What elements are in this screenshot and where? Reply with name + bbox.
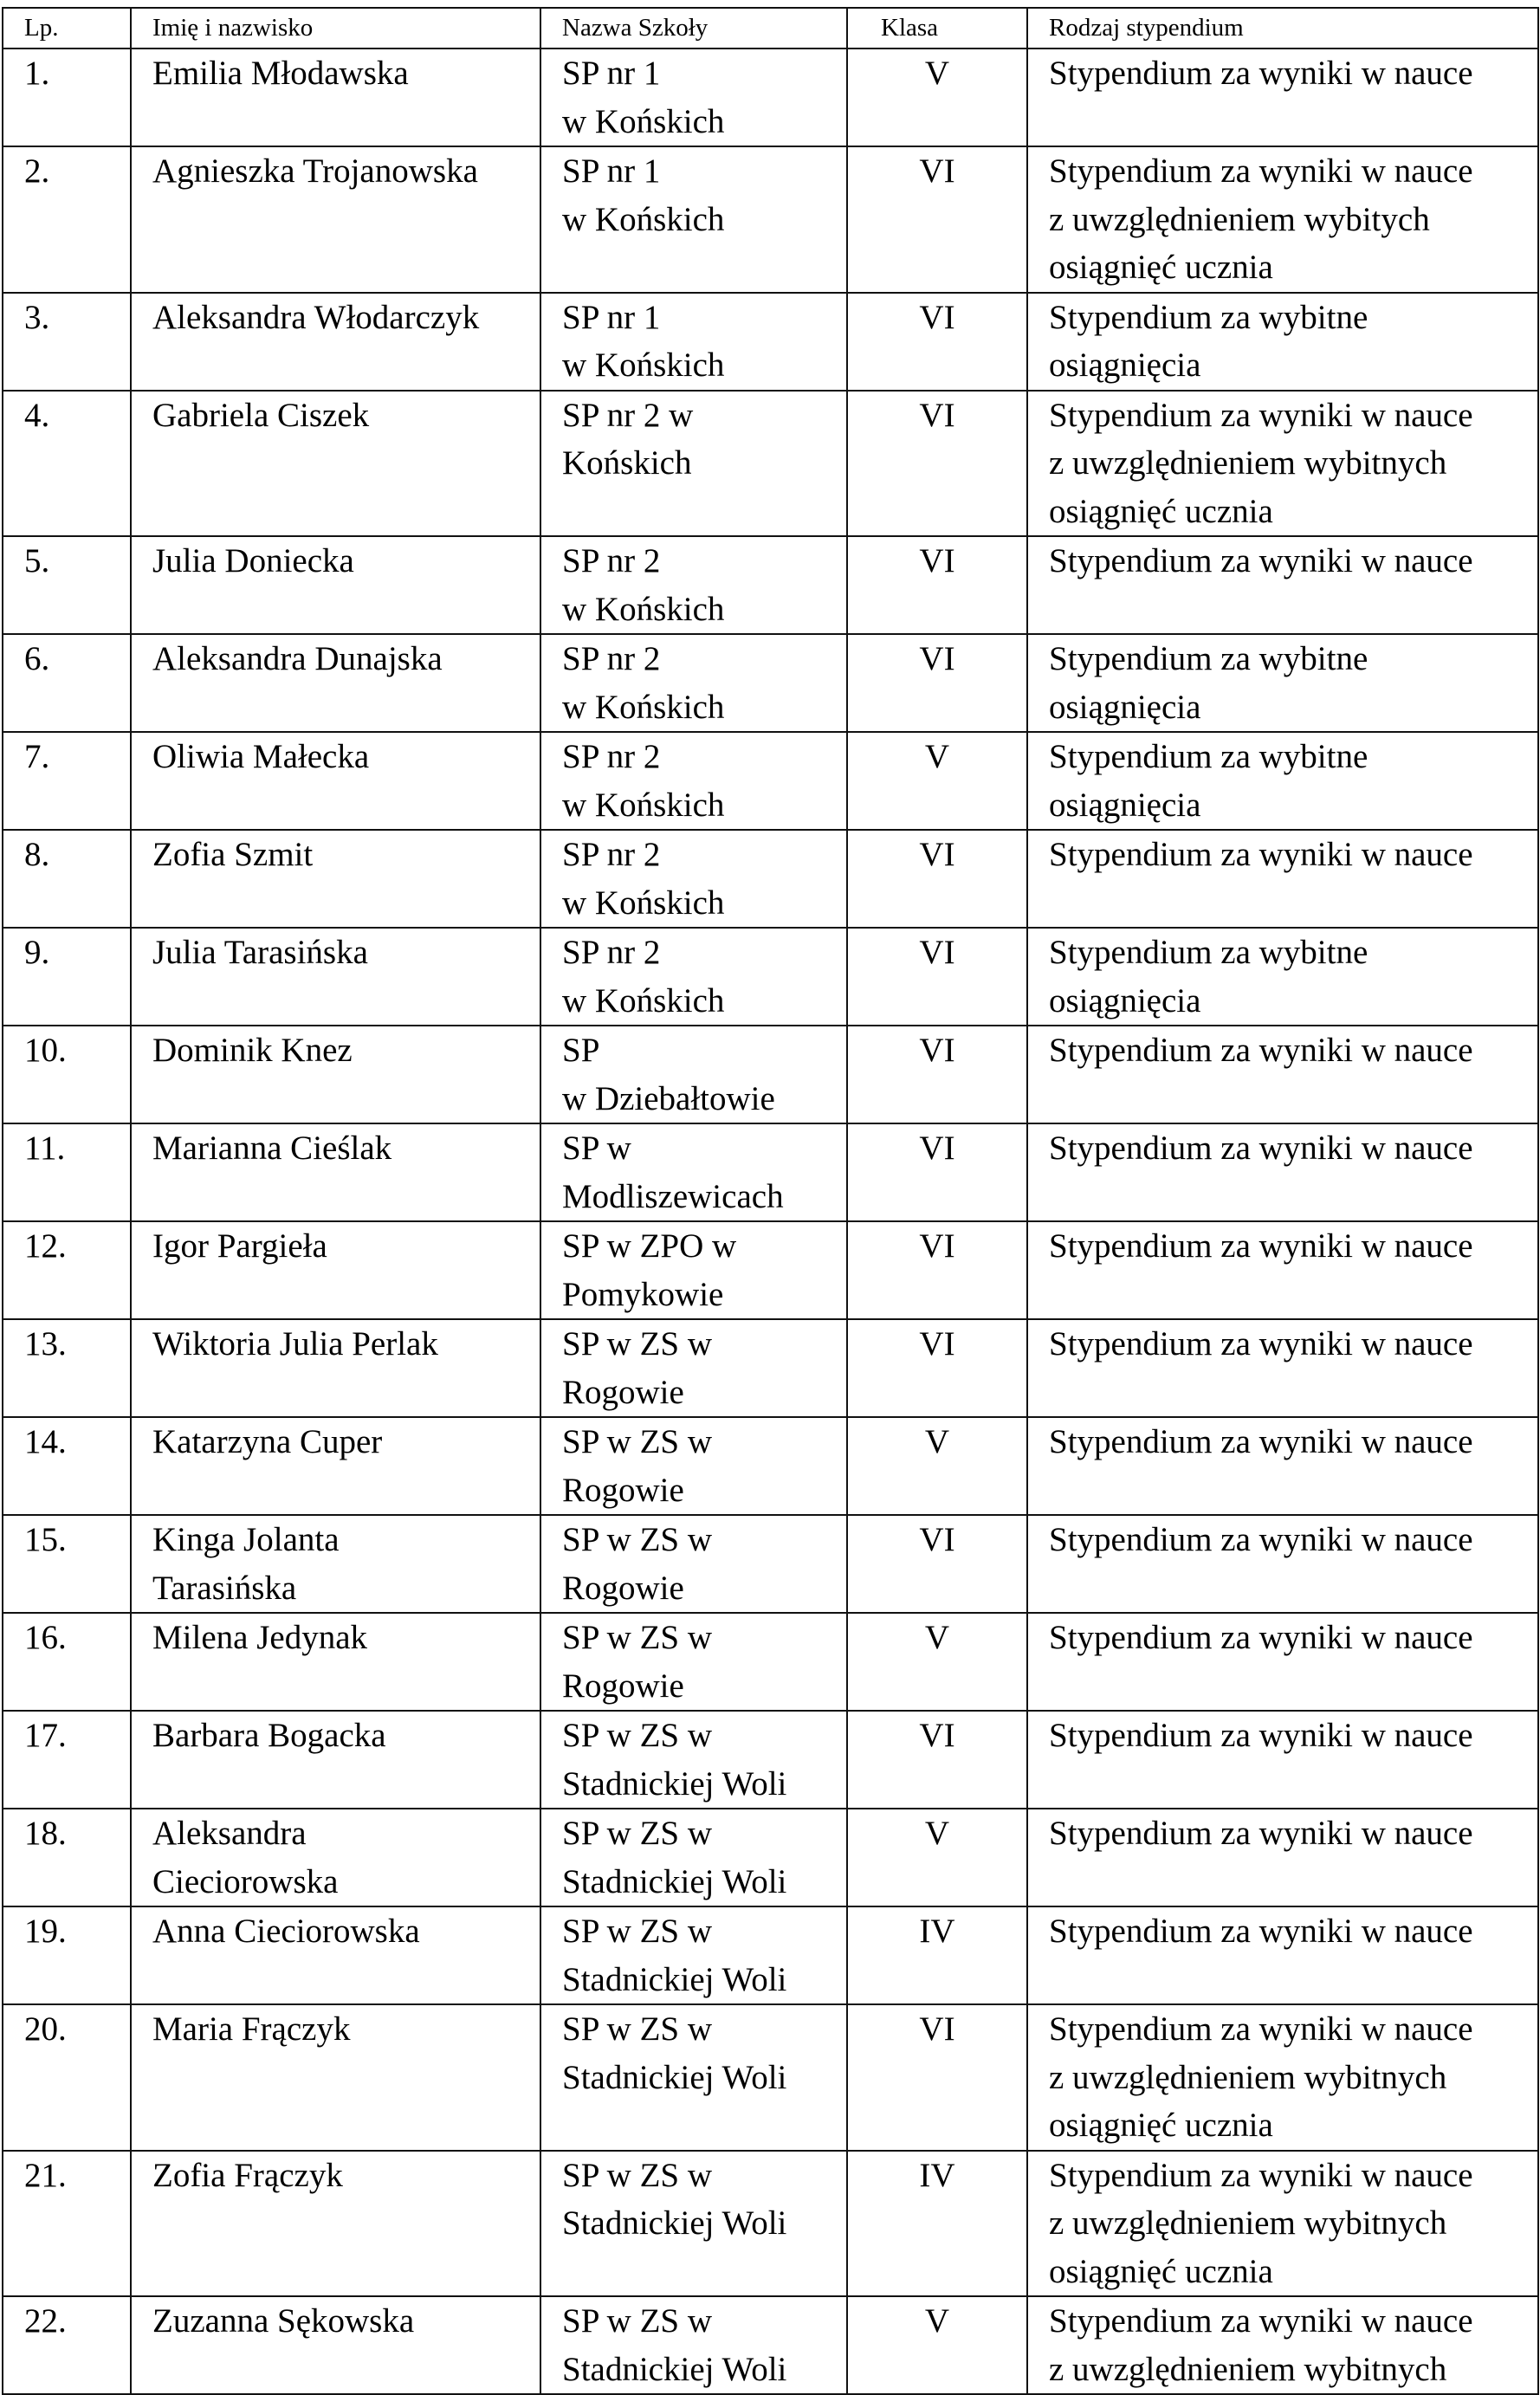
student-name-line: Gabriela Ciszek (152, 396, 370, 434)
scholarship-type-line: Stypendium za wyniki w nauce (1049, 1521, 1473, 1558)
cell-klasa: V (847, 1613, 1027, 1711)
cell-scholarship-type (1027, 1319, 1538, 1417)
cell-klasa: VI (847, 1711, 1027, 1809)
scholarship-type-line: Stypendium za wyniki w nauce (1049, 1325, 1473, 1363)
school-name-line: SP nr 2 (562, 836, 661, 873)
school-name-line: SP w ZS w (562, 2156, 713, 2194)
scholarship-type-line: Stypendium za wyniki w nauce (1049, 1619, 1473, 1656)
student-name-line: Kinga Jolanta (152, 1521, 340, 1558)
student-name-line: Aleksandra Włodarczyk (152, 298, 480, 336)
cell-lp: 4. (3, 391, 131, 537)
student-name-line: Milena Jedynak (152, 1619, 368, 1656)
school-name-line: w Dziebałtowie (562, 1079, 775, 1117)
scholarship-type-line: osiągnięć ucznia (1049, 2252, 1273, 2290)
cell-klasa: VI (847, 634, 1027, 732)
table-header-row (3, 8, 1538, 49)
table-row (3, 634, 1538, 732)
school-name-line: SP w ZS w (562, 1913, 713, 1950)
school-name-line: Stadnickiej Woli (562, 1764, 787, 1803)
cell-name (131, 1123, 540, 1221)
cell-klasa: VI (847, 1026, 1027, 1123)
cell-scholarship-type (1027, 634, 1538, 732)
cell-school (540, 146, 847, 293)
scholarship-type-line: Stypendium za wyniki w nauce (1049, 1130, 1473, 1167)
table-row (3, 1515, 1538, 1613)
cell-lp: 1. (3, 49, 131, 146)
school-name-line: w Końskich (562, 981, 725, 1019)
cell-klasa: VI (847, 1319, 1027, 1417)
cell-lp: 19. (3, 1906, 131, 2004)
school-name-line: Pomykowie (562, 1275, 724, 1313)
cell-klasa: VI (847, 1515, 1027, 1613)
scholarship-type-line: Stypendium za wyniki w nauce (1049, 1032, 1473, 1069)
school-name-line: SP nr 2 w (562, 396, 694, 434)
cell-lp: 13. (3, 1319, 131, 1417)
cell-school (540, 928, 847, 1026)
cell-name (131, 634, 540, 732)
scholarship-type-line: osiągnięć ucznia (1049, 2107, 1273, 2144)
cell-lp: 17. (3, 1711, 131, 1809)
student-name-line: Marianna Cieślak (152, 1130, 392, 1167)
header-school: Nazwa Szkoły (540, 8, 847, 49)
school-name-line: SP w (562, 1130, 631, 1167)
cell-school (540, 732, 847, 830)
cell-name (131, 1613, 540, 1711)
cell-name (131, 2151, 540, 2297)
cell-klasa: IV (847, 1906, 1027, 2004)
table-row (3, 146, 1538, 293)
scholarship-type-line: osiągnięcia (1049, 786, 1201, 824)
school-name-line: w Końskich (562, 786, 725, 824)
header-klasa: Klasa (847, 8, 1027, 49)
cell-name (131, 1711, 540, 1809)
student-name-line: Wiktoria Julia Perlak (152, 1325, 438, 1363)
cell-scholarship-type (1027, 1906, 1538, 2004)
cell-scholarship-type (1027, 146, 1538, 293)
scholarship-type-line: Stypendium za wyniki w nauce (1049, 542, 1473, 579)
school-name-line: SP w ZS w (562, 1423, 713, 1460)
school-name-line: SP w ZS w (562, 2302, 713, 2340)
cell-name (131, 293, 540, 391)
table-body (3, 49, 1538, 2394)
student-name-line: Zofia Szmit (152, 836, 314, 873)
table-row (3, 1026, 1538, 1123)
school-name-line: Rogowie (562, 1569, 684, 1607)
cell-scholarship-type (1027, 49, 1538, 146)
cell-klasa: IV (847, 2151, 1027, 2297)
scholarship-type-line: z uwzględnieniem wybitych (1049, 200, 1430, 238)
cell-lp: 6. (3, 634, 131, 732)
student-name-line: Aleksandra (152, 1815, 307, 1852)
cell-klasa: VI (847, 830, 1027, 928)
school-name-line: SP w ZS w (562, 1521, 713, 1558)
school-name-line: SP (562, 1032, 600, 1069)
cell-klasa: VI (847, 928, 1027, 1026)
cell-klasa: VI (847, 1123, 1027, 1221)
scholarship-type-line: Stypendium za wyniki w nauce (1049, 55, 1473, 92)
school-name-line: w Końskich (562, 200, 725, 238)
cell-school (540, 293, 847, 391)
cell-school (540, 634, 847, 732)
scholarship-type-line: Stypendium za wyniki w nauce (1049, 1423, 1473, 1460)
school-name-line: w Końskich (562, 884, 725, 922)
cell-name (131, 928, 540, 1026)
school-name-line: SP nr 2 (562, 640, 661, 677)
header-lp: Lp. (3, 8, 131, 49)
table-row (3, 928, 1538, 1026)
cell-name (131, 49, 540, 146)
cell-name (131, 1221, 540, 1319)
school-name-line: Końskich (562, 444, 692, 482)
scholarship-type-line: osiągnięć ucznia (1049, 249, 1273, 286)
school-name-line: SP w ZS w (562, 1815, 713, 1852)
cell-scholarship-type (1027, 928, 1538, 1026)
scholarship-type-line: Stypendium za wyniki w nauce (1049, 396, 1473, 434)
cell-school (540, 1123, 847, 1221)
cell-school (540, 1906, 847, 2004)
school-name-line: Stadnickiej Woli (562, 2350, 787, 2388)
student-name-line: Katarzyna Cuper (152, 1423, 383, 1460)
cell-name (131, 536, 540, 634)
school-name-line: w Końskich (562, 102, 725, 140)
cell-school (540, 1515, 847, 1613)
cell-klasa: V (847, 1417, 1027, 1515)
scholarship-type-line: osiągnięcia (1049, 346, 1201, 384)
table-row (3, 1711, 1538, 1809)
cell-school (540, 2151, 847, 2297)
cell-scholarship-type (1027, 732, 1538, 830)
cell-scholarship-type (1027, 1809, 1538, 1906)
cell-klasa: VI (847, 146, 1027, 293)
cell-name (131, 146, 540, 293)
cell-klasa: V (847, 2296, 1027, 2394)
student-name-line: Anna Cieciorowska (152, 1913, 420, 1950)
school-name-line: Stadnickiej Woli (562, 2204, 787, 2242)
school-name-line: Stadnickiej Woli (562, 1960, 787, 1998)
table-row (3, 49, 1538, 146)
cell-scholarship-type (1027, 1417, 1538, 1515)
school-name-line: Rogowie (562, 1471, 684, 1509)
cell-school (540, 830, 847, 928)
cell-scholarship-type (1027, 1711, 1538, 1809)
cell-scholarship-type (1027, 1613, 1538, 1711)
student-name-line: Dominik Knez (152, 1032, 353, 1069)
cell-lp: 2. (3, 146, 131, 293)
table-row (3, 391, 1538, 537)
cell-name (131, 830, 540, 928)
cell-school (540, 1809, 847, 1906)
cell-name (131, 1026, 540, 1123)
student-name-line: Julia Tarasińska (152, 934, 368, 971)
school-name-line: w Końskich (562, 688, 725, 726)
scholarship-type-line: z uwzględnieniem wybitnych (1049, 2350, 1447, 2388)
cell-name (131, 1319, 540, 1417)
cell-klasa: V (847, 732, 1027, 830)
table-row (3, 1906, 1538, 2004)
cell-school (540, 391, 847, 537)
school-name-line: SP w ZS w (562, 1619, 713, 1656)
student-name-line: Julia Doniecka (152, 542, 354, 579)
school-name-line: SP nr 2 (562, 934, 661, 971)
cell-name (131, 1417, 540, 1515)
table-row (3, 2004, 1538, 2151)
cell-school (540, 1711, 847, 1809)
scholarship-type-line: Stypendium za wyniki w nauce (1049, 836, 1473, 873)
cell-klasa: VI (847, 1221, 1027, 1319)
cell-scholarship-type (1027, 1026, 1538, 1123)
cell-scholarship-type (1027, 293, 1538, 391)
school-name-line: SP w ZS w (562, 2010, 713, 2048)
cell-scholarship-type (1027, 1123, 1538, 1221)
school-name-line: SP nr 1 (562, 55, 661, 92)
cell-lp: 14. (3, 1417, 131, 1515)
cell-klasa: VI (847, 2004, 1027, 2151)
cell-scholarship-type (1027, 1515, 1538, 1613)
cell-school (540, 1221, 847, 1319)
student-name-line: Barbara Bogacka (152, 1717, 386, 1754)
school-name-line: SP nr 2 (562, 542, 661, 579)
cell-lp: 21. (3, 2151, 131, 2297)
cell-scholarship-type (1027, 830, 1538, 928)
cell-lp: 15. (3, 1515, 131, 1613)
cell-lp: 16. (3, 1613, 131, 1711)
table-row (3, 1319, 1538, 1417)
school-name-line: SP nr 1 (562, 298, 661, 336)
school-name-line: SP nr 2 (562, 738, 661, 775)
student-name-line: Aleksandra Dunajska (152, 640, 443, 677)
cell-klasa: VI (847, 391, 1027, 537)
cell-name (131, 1906, 540, 2004)
cell-school (540, 2296, 847, 2394)
table-row (3, 830, 1538, 928)
scholarship-type-line: Stypendium za wyniki w nauce (1049, 1815, 1473, 1852)
cell-klasa: VI (847, 293, 1027, 391)
school-name-line: Modliszewicach (562, 1177, 784, 1215)
scholarship-type-line: Stypendium za wyniki w nauce (1049, 1717, 1473, 1754)
cell-scholarship-type (1027, 2004, 1538, 2151)
cell-scholarship-type (1027, 536, 1538, 634)
cell-lp: 5. (3, 536, 131, 634)
cell-school (540, 1026, 847, 1123)
cell-school (540, 2004, 847, 2151)
cell-lp: 3. (3, 293, 131, 391)
scholarship-type-line: Stypendium za wyniki w nauce (1049, 2156, 1473, 2194)
scholarship-type-line: Stypendium za wyniki w nauce (1049, 1227, 1473, 1265)
cell-lp: 22. (3, 2296, 131, 2394)
scholarship-type-line: Stypendium za wybitne (1049, 738, 1369, 775)
cell-scholarship-type (1027, 2151, 1538, 2297)
school-name-line: SP w ZPO w (562, 1227, 737, 1265)
school-name-line: Stadnickiej Woli (562, 2058, 787, 2096)
student-name-line: Maria Frączyk (152, 2010, 351, 2048)
school-name-line: w Końskich (562, 346, 725, 384)
cell-lp: 10. (3, 1026, 131, 1123)
cell-lp: 8. (3, 830, 131, 928)
student-name-line: Zofia Frączyk (152, 2156, 343, 2194)
student-name-line: Agnieszka Trojanowska (152, 152, 478, 190)
student-name-line: Cieciorowska (152, 1862, 339, 1900)
table-row (3, 293, 1538, 391)
scholarship-type-line: Stypendium za wybitne (1049, 934, 1369, 971)
cell-name (131, 391, 540, 537)
school-name-line: SP w ZS w (562, 1717, 713, 1754)
cell-scholarship-type (1027, 1221, 1538, 1319)
cell-scholarship-type (1027, 391, 1538, 537)
table-row (3, 1221, 1538, 1319)
school-name-line: Rogowie (562, 1667, 684, 1705)
scholarship-type-line: Stypendium za wyniki w nauce (1049, 152, 1473, 190)
table-row (3, 2151, 1538, 2297)
cell-klasa: VI (847, 536, 1027, 634)
cell-name (131, 1809, 540, 1906)
school-name-line: SP nr 1 (562, 152, 661, 190)
student-name-line: Zuzanna Sękowska (152, 2302, 415, 2340)
table-row (3, 732, 1538, 830)
cell-klasa: V (847, 49, 1027, 146)
student-name-line: Tarasińska (152, 1569, 297, 1607)
cell-klasa: V (847, 1809, 1027, 1906)
scholarship-type-line: Stypendium za wyniki w nauce (1049, 1913, 1473, 1950)
scholarship-type-line: osiągnięcia (1049, 688, 1201, 726)
school-name-line: Stadnickiej Woli (562, 1862, 787, 1900)
cell-name (131, 2004, 540, 2151)
cell-lp: 18. (3, 1809, 131, 1906)
scholarship-type-line: z uwzględnieniem wybitnych (1049, 2058, 1447, 2096)
header-name: Imię i nazwisko (131, 8, 540, 49)
table-row (3, 1809, 1538, 1906)
table-row (3, 1417, 1538, 1515)
cell-lp: 7. (3, 732, 131, 830)
scholarship-type-line: Stypendium za wyniki w nauce (1049, 2302, 1473, 2340)
cell-name (131, 2296, 540, 2394)
scholarship-type-line: Stypendium za wyniki w nauce (1049, 2010, 1473, 2048)
table-row (3, 1613, 1538, 1711)
scholarship-type-line: osiągnięcia (1049, 981, 1201, 1019)
cell-school (540, 1319, 847, 1417)
cell-school (540, 536, 847, 634)
cell-school (540, 49, 847, 146)
cell-name (131, 732, 540, 830)
scholarship-type-line: z uwzględnieniem wybitnych (1049, 2204, 1447, 2242)
cell-lp: 9. (3, 928, 131, 1026)
scholarship-table (2, 7, 1539, 2395)
school-name-line: Rogowie (562, 1373, 684, 1411)
student-name-line: Igor Pargieła (152, 1227, 327, 1265)
cell-school (540, 1613, 847, 1711)
table-row (3, 536, 1538, 634)
scholarship-type-line: z uwzględnieniem wybitnych (1049, 444, 1447, 482)
cell-lp: 12. (3, 1221, 131, 1319)
school-name-line: SP w ZS w (562, 1325, 713, 1363)
cell-lp: 20. (3, 2004, 131, 2151)
table-row (3, 1123, 1538, 1221)
school-name-line: w Końskich (562, 590, 725, 628)
scholarship-type-line: Stypendium za wybitne (1049, 640, 1369, 677)
student-name-line: Emilia Młodawska (152, 55, 409, 92)
table-row (3, 2296, 1538, 2394)
cell-scholarship-type (1027, 2296, 1538, 2394)
cell-lp: 11. (3, 1123, 131, 1221)
scholarship-type-line: Stypendium za wybitne (1049, 298, 1369, 336)
scholarship-type-line: osiągnięć ucznia (1049, 492, 1273, 530)
student-name-line: Oliwia Małecka (152, 738, 370, 775)
header-type: Rodzaj stypendium (1027, 8, 1538, 49)
cell-school (540, 1417, 847, 1515)
cell-name (131, 1515, 540, 1613)
